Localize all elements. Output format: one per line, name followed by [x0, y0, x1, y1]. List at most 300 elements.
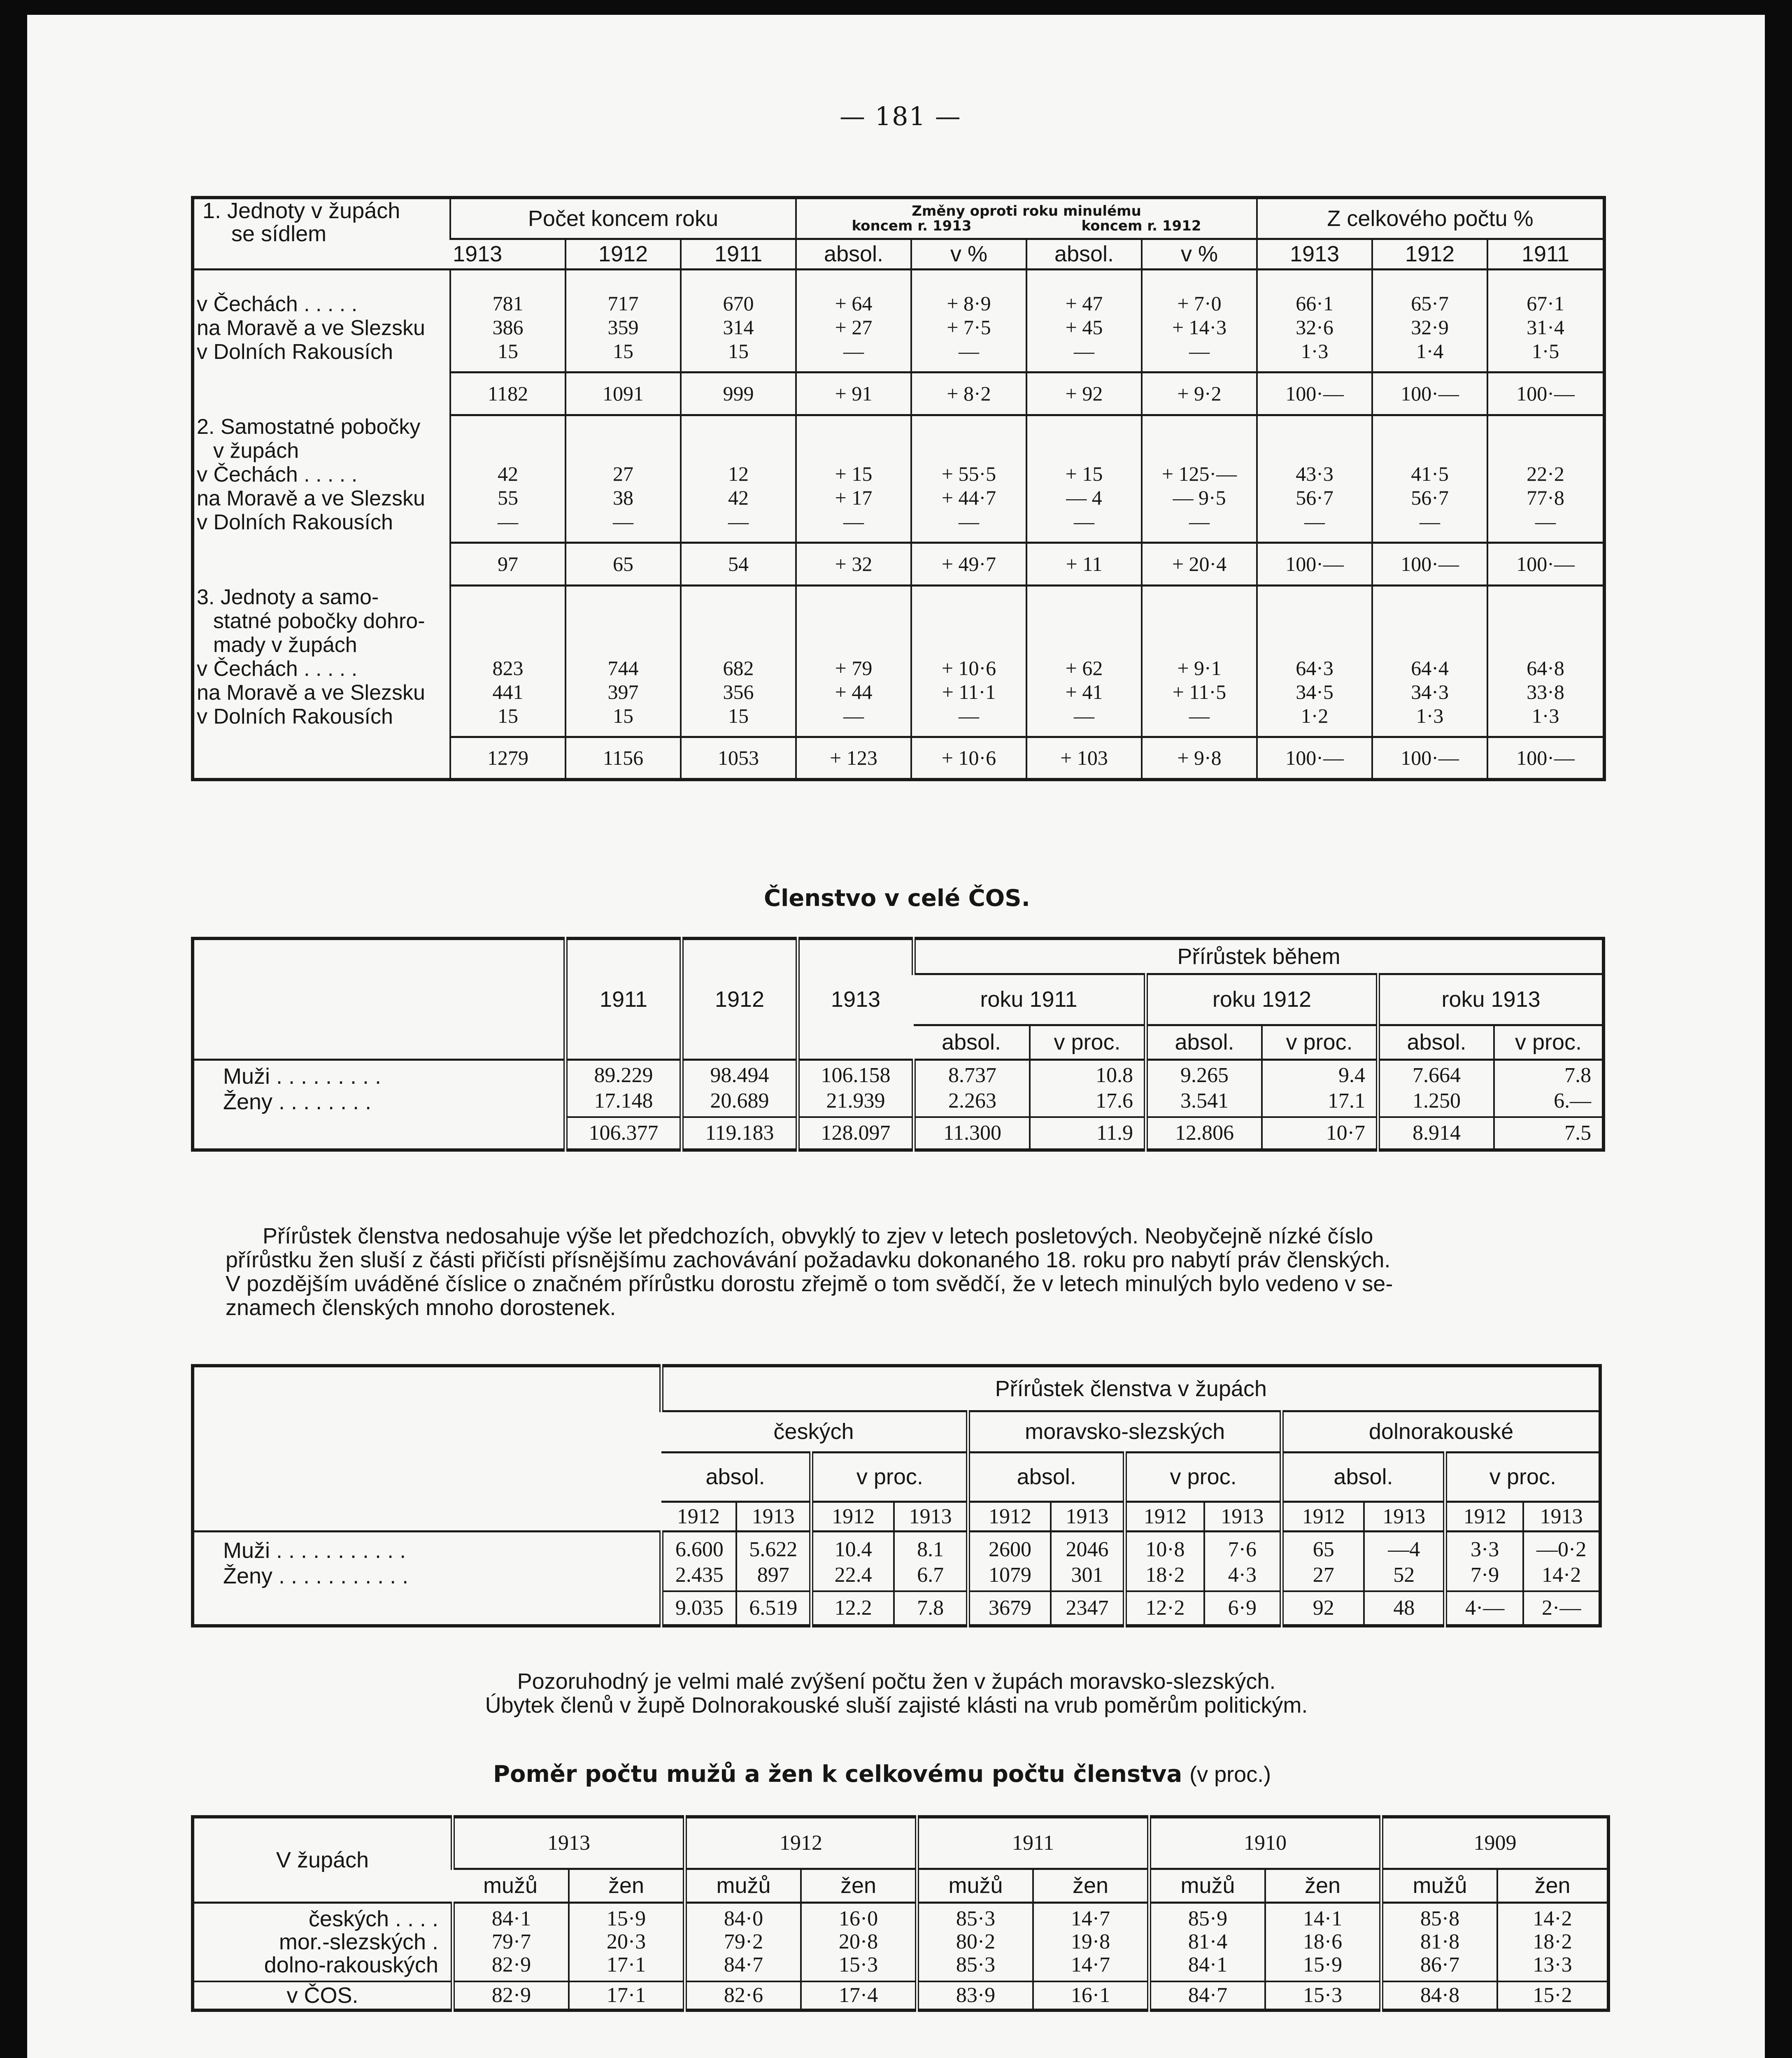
- sub-header: absol.: [914, 1025, 1030, 1059]
- sub-header: žen: [1497, 1869, 1608, 1902]
- year-header: 1912: [661, 1502, 736, 1531]
- empty-header: [193, 938, 566, 1059]
- cell-value: 7.8: [1564, 1064, 1592, 1087]
- year-header: 1913: [1051, 1502, 1125, 1531]
- value-cell: [1497, 1902, 1608, 1981]
- year-header: 1912: [1125, 1502, 1204, 1531]
- total-value: + 9·8: [1142, 737, 1257, 780]
- value-cell: [1257, 269, 1372, 372]
- data-rows: [193, 1059, 1603, 1117]
- header-line: koncem r. 1913: [852, 217, 972, 234]
- cell-value: 14·2: [1533, 1907, 1572, 1931]
- cell-value: 10.4: [834, 1538, 872, 1561]
- value-cell: [566, 585, 681, 737]
- cell-value: 33·8: [1527, 680, 1564, 703]
- cell-value: 1·3: [1416, 704, 1444, 727]
- table-clenstvo: [191, 937, 1605, 1152]
- cell-value: 65·7: [1411, 291, 1449, 315]
- total-row: [193, 1117, 1603, 1150]
- total-value: 2347: [1051, 1591, 1125, 1626]
- total-value: 1279: [450, 737, 566, 780]
- section-rows: [193, 415, 1604, 542]
- paragraph-line: znamech členských mnoho dorostenek.: [226, 1295, 616, 1320]
- cell-value: 717: [607, 291, 639, 315]
- cell-value: 1·5: [1531, 339, 1559, 363]
- cell-value: —0·2: [1536, 1538, 1587, 1561]
- value-cell: [894, 1531, 968, 1591]
- cell-value: 18·2: [1145, 1563, 1185, 1587]
- value-cell: [1487, 585, 1604, 737]
- row-label: v Dolních Rakousích: [197, 510, 393, 534]
- total-value: 7.8: [894, 1591, 968, 1626]
- cell-value: 17.1: [1328, 1089, 1365, 1113]
- cell-value: 38: [613, 486, 633, 509]
- group-header-count: Počet koncem roku: [450, 198, 796, 239]
- cell-value: 10.8: [1096, 1064, 1133, 1087]
- value-cell: [1262, 1059, 1378, 1117]
- cell-value: 15·9: [606, 1907, 646, 1931]
- title-normal: (v proc.): [1189, 1762, 1271, 1787]
- value-cell: [1265, 1902, 1381, 1981]
- row-label: v Čechách . . . . .: [197, 463, 358, 487]
- cell-value: 386: [492, 315, 524, 339]
- row-labels: [193, 1531, 661, 1591]
- period-header: roku 1913: [1378, 974, 1603, 1025]
- sub-header: v proc.: [1030, 1025, 1146, 1059]
- cell-value: 22.4: [834, 1563, 872, 1587]
- total-value: + 91: [796, 372, 911, 415]
- main-header: Přírůstek členstva v župách: [661, 1366, 1600, 1411]
- total-value: 106.377: [566, 1117, 682, 1150]
- cell-value: 84·1: [1188, 1953, 1228, 1977]
- cell-value: 64·4: [1411, 656, 1449, 680]
- value-cell: [1142, 415, 1257, 542]
- empty-cell: [193, 372, 450, 415]
- value-cell: [1257, 585, 1372, 737]
- cell-value: 6.600: [675, 1538, 724, 1561]
- cell-value: + 11·1: [942, 680, 996, 703]
- total-value: 97: [450, 542, 566, 585]
- total-value: 82·6: [685, 1981, 801, 2010]
- section-rows: [193, 585, 1604, 737]
- total-value: 11.300: [914, 1117, 1030, 1150]
- row-label: na Moravě a ve Slezsku: [197, 681, 425, 705]
- cell-value: + 79: [835, 656, 873, 680]
- value-cell: [1204, 1531, 1282, 1591]
- header-line: 1. Jednoty v župách: [202, 198, 400, 223]
- cell-value: 79·7: [491, 1930, 531, 1954]
- paragraph-1: [226, 1224, 1600, 1320]
- value-cell: [1445, 1531, 1523, 1591]
- cell-value: 744: [607, 656, 639, 680]
- cell-value: 80·2: [956, 1930, 996, 1954]
- cell-value: + 7·0: [1177, 291, 1222, 315]
- total-row: [193, 1591, 1600, 1626]
- value-cell: [681, 269, 796, 372]
- group-header-change: [796, 198, 1257, 239]
- value-cell: [1487, 415, 1604, 542]
- row-label: v Čechách . . . . .: [197, 292, 358, 316]
- total-value: 100·—: [1257, 372, 1372, 415]
- row-label: na Moravě a ve Slezsku: [197, 316, 425, 340]
- total-value: 84·7: [1149, 1981, 1265, 2010]
- year-header: 1913: [1523, 1502, 1600, 1531]
- cell-value: 84·1: [491, 1907, 531, 1931]
- cell-value: + 55·5: [941, 462, 996, 485]
- value-cell: [801, 1902, 917, 1981]
- year-header: 1913: [1204, 1502, 1282, 1531]
- cell-value: 21.939: [826, 1089, 885, 1113]
- row-labels: [193, 1902, 453, 1981]
- cell-value: + 125·—: [1161, 462, 1237, 485]
- value-cell: [736, 1531, 811, 1591]
- year-header: 1912: [682, 938, 798, 1059]
- cell-value: 3·3: [1470, 1538, 1499, 1561]
- row-label: českých . . . .: [308, 1907, 438, 1932]
- year-header: 1912: [1445, 1502, 1523, 1531]
- cell-value: 34·5: [1296, 680, 1334, 703]
- cell-value: 98.494: [710, 1064, 769, 1087]
- cell-value: —: [1189, 510, 1210, 533]
- kind-header: absol.: [661, 1452, 812, 1502]
- cell-value: 15: [728, 339, 749, 363]
- cell-value: 1·2: [1301, 704, 1329, 727]
- total-value: 999: [681, 372, 796, 415]
- total-value: + 92: [1026, 372, 1142, 415]
- cell-value: 79·2: [724, 1930, 763, 1954]
- table-pomer: [191, 1815, 1610, 2012]
- cell-value: —: [728, 510, 749, 533]
- value-cell: [566, 1059, 682, 1117]
- sub-header: mužů: [685, 1869, 801, 1902]
- cell-value: + 15: [1065, 462, 1103, 485]
- data-rows: [193, 1531, 1600, 1591]
- cell-value: 65: [1313, 1538, 1334, 1561]
- total-value: + 10·6: [911, 737, 1026, 780]
- cell-value: — 9·5: [1173, 486, 1226, 509]
- value-cell: [1026, 269, 1142, 372]
- value-cell: [450, 415, 566, 542]
- cell-value: + 62: [1065, 656, 1103, 680]
- total-value: 1091: [566, 372, 681, 415]
- cell-value: 20·8: [838, 1930, 878, 1954]
- cell-value: 16·0: [838, 1907, 878, 1931]
- sub-header: 1911: [1487, 239, 1604, 269]
- empty-cell: [193, 1117, 566, 1150]
- cell-value: 7·6: [1228, 1538, 1257, 1561]
- value-cell: [798, 1059, 914, 1117]
- cell-value: 5.622: [749, 1538, 798, 1561]
- cell-value: + 11·5: [1172, 680, 1226, 703]
- cell-value: 82·9: [491, 1953, 531, 1977]
- sub-header: v %: [1142, 239, 1257, 269]
- cell-value: 14·7: [1071, 1953, 1110, 1977]
- total-value: 16·1: [1033, 1981, 1149, 2010]
- sub-header: v proc.: [1262, 1025, 1378, 1059]
- cell-value: 10·8: [1145, 1538, 1185, 1561]
- value-cell: [1381, 1902, 1497, 1981]
- cell-value: — 4: [1066, 486, 1102, 509]
- total-value: 17·1: [569, 1981, 685, 2010]
- cell-value: 9.4: [1338, 1064, 1365, 1087]
- sub-header: žen: [569, 1869, 685, 1902]
- value-cell: [1125, 1531, 1204, 1591]
- cell-value: 14·7: [1071, 1907, 1110, 1931]
- row-label: v Dolních Rakousích: [197, 705, 393, 729]
- total-value: 48: [1364, 1591, 1445, 1626]
- sub-header: mužů: [1149, 1869, 1265, 1902]
- cell-value: —: [843, 704, 864, 727]
- cell-value: 314: [723, 315, 754, 339]
- cell-value: + 14·3: [1172, 315, 1227, 339]
- cell-value: 84·7: [724, 1953, 763, 1977]
- empty-header: [193, 1366, 661, 1531]
- empty-cell: [193, 737, 450, 780]
- cell-value: 81·8: [1420, 1930, 1460, 1954]
- cell-value: 441: [492, 680, 524, 703]
- cell-value: + 45: [1065, 315, 1103, 339]
- value-cell: [1149, 1902, 1265, 1981]
- cell-value: 8.1: [917, 1538, 944, 1561]
- total-value: 2·—: [1523, 1591, 1600, 1626]
- year-header: 1910: [1149, 1817, 1381, 1869]
- cell-value: 56·7: [1296, 486, 1334, 509]
- cell-value: + 7·5: [947, 315, 991, 339]
- value-cell: [811, 1531, 894, 1591]
- cell-value: 55: [498, 486, 518, 509]
- cell-value: 77·8: [1527, 486, 1564, 509]
- col-header-zupy: [193, 198, 450, 269]
- cell-value: 85·9: [1188, 1907, 1228, 1931]
- cell-value: —: [498, 510, 518, 533]
- cell-value: 43·3: [1296, 462, 1334, 485]
- sub-header: 1913: [450, 239, 566, 269]
- cell-value: 84·0: [724, 1907, 763, 1931]
- cell-value: 2046: [1066, 1538, 1109, 1561]
- cell-value: 18·2: [1533, 1930, 1572, 1954]
- total-value: 4·—: [1445, 1591, 1523, 1626]
- cell-value: 19·8: [1071, 1930, 1110, 1954]
- sub-header: absol.: [1146, 1025, 1262, 1059]
- region-header: moravsko-slezských: [968, 1411, 1282, 1452]
- cell-value: 670: [723, 291, 754, 315]
- cell-value: 781: [492, 291, 524, 315]
- kind-header: v proc.: [1125, 1452, 1282, 1502]
- header-line: Změny oproti roku minulému: [912, 203, 1141, 219]
- row-labels: [193, 1059, 566, 1117]
- row-label: na Moravě a ve Slezsku: [197, 487, 425, 510]
- cell-value: 42: [728, 486, 749, 509]
- cell-value: + 10·6: [941, 656, 996, 680]
- paragraph-line: Přírůstek členstva nedosahuje výše let předchozích, obvyklý to zjev v letech posletových. Neobyčejně nízké číslo: [263, 1224, 1373, 1248]
- cell-value: 823: [492, 656, 524, 680]
- cell-value: —: [959, 339, 979, 363]
- total-value: 100·—: [1372, 372, 1487, 415]
- total-value: 8.914: [1378, 1117, 1494, 1150]
- total-value: 11.9: [1030, 1117, 1146, 1150]
- total-value: 100·—: [1372, 542, 1487, 585]
- cell-value: 22·2: [1527, 462, 1564, 485]
- value-cell: [968, 1531, 1050, 1591]
- section-title-line: v župách: [213, 439, 299, 463]
- value-cell: [911, 585, 1026, 737]
- sub-header: 1912: [1372, 239, 1487, 269]
- cell-value: 1079: [989, 1563, 1032, 1587]
- cell-value: + 15: [835, 462, 873, 485]
- cell-value: 81·4: [1188, 1930, 1228, 1954]
- total-value: 6·9: [1204, 1591, 1282, 1626]
- total-value: 1053: [681, 737, 796, 780]
- total-row: [193, 372, 1604, 415]
- row-label: mor.-slezských .: [279, 1930, 438, 1955]
- year-header: 1913: [1364, 1502, 1445, 1531]
- sub-header: žen: [1265, 1869, 1381, 1902]
- cell-value: 89.229: [594, 1064, 653, 1087]
- cell-value: —: [1535, 510, 1556, 533]
- total-value: 83·9: [917, 1981, 1033, 2010]
- value-cell: [1487, 269, 1604, 372]
- region-header: českých: [661, 1411, 968, 1452]
- region-header: dolnorakouské: [1282, 1411, 1600, 1452]
- cell-value: 6.7: [917, 1563, 944, 1587]
- row-label: dolno-rakouských: [264, 1953, 438, 1978]
- section-labels: [193, 585, 450, 737]
- group-header-share: Z celkového počtu %: [1257, 198, 1604, 239]
- cell-value: —: [1304, 510, 1325, 533]
- value-cell: [1026, 585, 1142, 737]
- cell-value: 15·9: [1303, 1953, 1343, 1977]
- total-value: + 20·4: [1142, 542, 1257, 585]
- cell-value: 34·3: [1411, 680, 1449, 703]
- cell-value: 356: [723, 680, 754, 703]
- total-value: 10·7: [1262, 1117, 1378, 1150]
- cell-value: 359: [607, 315, 639, 339]
- value-cell: [1494, 1059, 1603, 1117]
- cell-value: 15: [613, 704, 633, 727]
- section-rows: [193, 269, 1604, 372]
- cell-value: 897: [757, 1563, 789, 1587]
- total-value: 12·2: [1125, 1591, 1204, 1626]
- cell-value: 15: [498, 704, 518, 727]
- total-value: 12.2: [811, 1591, 894, 1626]
- value-cell: [1257, 415, 1372, 542]
- row-label: Ženy . . . . . . . . . . .: [223, 1564, 409, 1588]
- cell-value: 397: [607, 680, 639, 703]
- sub-header: v proc.: [1494, 1025, 1603, 1059]
- value-cell: [1146, 1059, 1262, 1117]
- cell-value: 52: [1393, 1563, 1415, 1587]
- total-row: [193, 542, 1604, 585]
- value-cell: [1142, 269, 1257, 372]
- table-prirustek-zupy: [191, 1364, 1602, 1627]
- cell-value: + 64: [835, 291, 873, 315]
- empty-cell: [193, 542, 450, 585]
- cell-value: 9.265: [1180, 1064, 1229, 1087]
- row-label: Muži . . . . . . . . .: [223, 1064, 382, 1089]
- cell-value: 6.—: [1554, 1089, 1592, 1113]
- cell-value: 1·3: [1301, 339, 1329, 363]
- total-value: + 49·7: [911, 542, 1026, 585]
- total-label: v ČOS.: [193, 1981, 453, 2010]
- page-number: — 181 —: [840, 101, 961, 131]
- value-cell: [453, 1902, 569, 1981]
- value-cell: [917, 1902, 1033, 1981]
- total-value: + 103: [1026, 737, 1142, 780]
- row-label: Muži . . . . . . . . . . .: [223, 1538, 406, 1563]
- cell-value: 106.158: [821, 1064, 891, 1087]
- cell-value: + 8·9: [947, 291, 991, 315]
- growth-header: Přírůstek během: [914, 938, 1603, 974]
- period-header: roku 1911: [914, 974, 1146, 1025]
- total-value: 12.806: [1146, 1117, 1262, 1150]
- value-cell: [566, 269, 681, 372]
- total-value: 17·4: [801, 1981, 917, 2010]
- value-cell: [796, 269, 911, 372]
- cell-value: —: [1074, 510, 1094, 533]
- total-row: [193, 737, 1604, 780]
- value-cell: [796, 415, 911, 542]
- cell-value: 27: [613, 462, 633, 485]
- title-bold: Poměr počtu mužů a žen k celkovému počtu členstva: [493, 1761, 1182, 1788]
- value-cell: [450, 269, 566, 372]
- cell-value: 2.263: [948, 1089, 996, 1113]
- cell-value: 17.148: [594, 1089, 653, 1113]
- sub-header: mužů: [453, 1869, 569, 1902]
- value-cell: [681, 415, 796, 542]
- cell-value: 15: [613, 339, 633, 363]
- cell-value: 8.737: [948, 1064, 996, 1087]
- cell-value: 13·3: [1533, 1953, 1572, 1977]
- paragraph-line: V pozdějším uváděné číslice o značném přírůstku dorostu zřejmě o tom svědčí, že v letech minulých bylo vedeno v se-: [226, 1271, 1393, 1296]
- year-header: 1913: [453, 1817, 685, 1869]
- cell-value: —: [1189, 704, 1210, 727]
- value-cell: [1030, 1059, 1146, 1117]
- total-value: 15·3: [1265, 1981, 1381, 2010]
- value-cell: [1523, 1531, 1600, 1591]
- value-cell: [796, 585, 911, 737]
- cell-value: —: [843, 339, 864, 363]
- year-header: 1912: [1282, 1502, 1364, 1531]
- section-labels: [193, 269, 450, 372]
- cell-value: + 41: [1065, 680, 1103, 703]
- total-value: 92: [1282, 1591, 1364, 1626]
- value-cell: [661, 1531, 736, 1591]
- value-cell: [1051, 1531, 1125, 1591]
- total-value: 9.035: [661, 1591, 736, 1626]
- total-value: 1182: [450, 372, 566, 415]
- cell-value: 682: [723, 656, 754, 680]
- year-header: 1913: [798, 938, 914, 1059]
- value-cell: [1364, 1531, 1445, 1591]
- cell-value: 27: [1313, 1563, 1334, 1587]
- total-value: 119.183: [682, 1117, 798, 1150]
- sub-header: 1913: [1257, 239, 1372, 269]
- total-value: 15·2: [1497, 1981, 1608, 2010]
- year-header: 1912: [968, 1502, 1050, 1531]
- cell-value: 56·7: [1411, 486, 1449, 509]
- cell-value: 2600: [989, 1538, 1032, 1561]
- total-value: 100·—: [1257, 542, 1372, 585]
- cell-value: —4: [1388, 1538, 1420, 1561]
- section-labels: [193, 415, 450, 542]
- year-header: 1912: [685, 1817, 917, 1869]
- total-value: 54: [681, 542, 796, 585]
- year-header: 1913: [736, 1502, 811, 1531]
- cell-value: 41·5: [1411, 462, 1449, 485]
- total-value: 128.097: [798, 1117, 914, 1150]
- paragraph-line: Pozoruhodný je velmi malé zvýšení počtu žen v župách moravsko-slezských.: [517, 1669, 1276, 1694]
- sub-header: 1911: [681, 239, 796, 269]
